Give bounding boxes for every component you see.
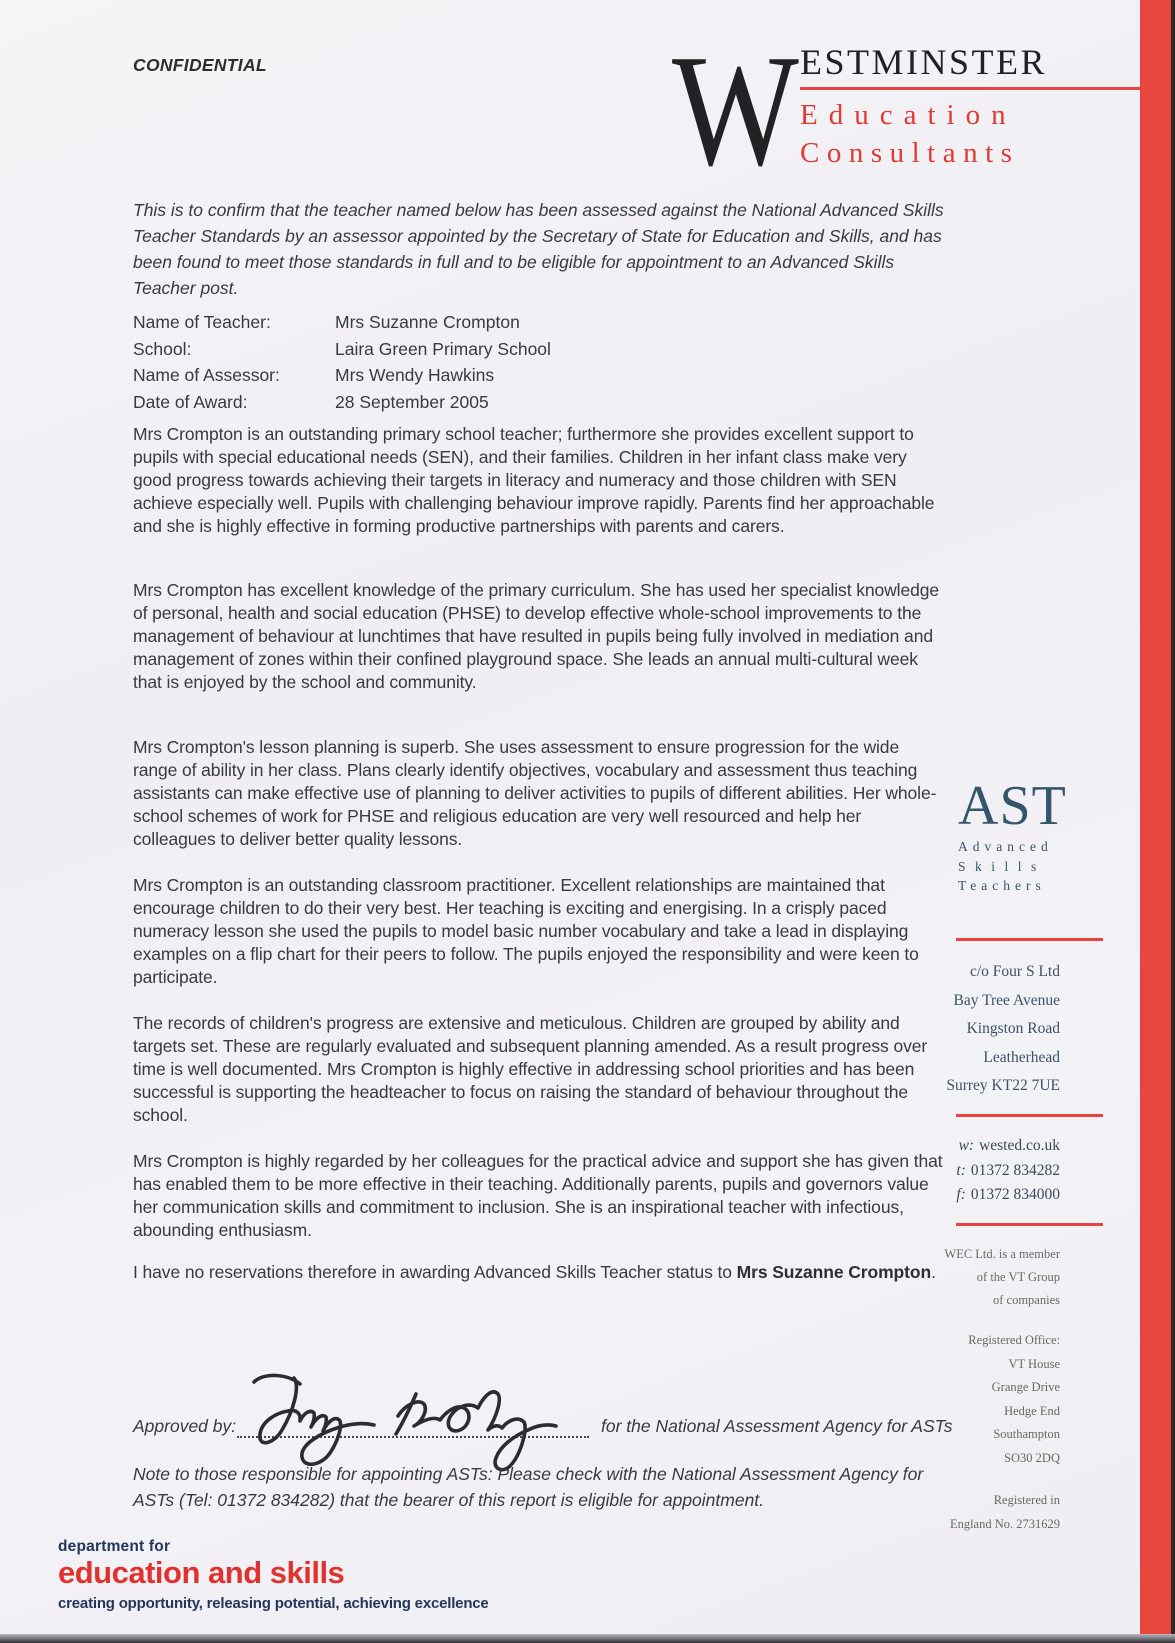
body-paragraph-1: Mrs Crompton is an outstanding primary school teacher; furthermore she provides excellent support to pupils with special educational needs (SEN), and their families. Children in her infant class make very good progress towards achieving their targets in literacy and numeracy and those children with SEN achieve especially well. Pupils with challenging behaviour improve rapidly. Parents find her approachable and she is highly effective in forming productive partnerships with parents and carers. bbox=[133, 424, 935, 536]
page-edge-bottom bbox=[0, 1634, 1175, 1643]
body-paragraph-5: The records of children's progress are extensive and meticulous. Children are grouped by ability and targets set. These are regularly evaluated and subsequent planning amended. As a result progress over time is well documented. Mrs Crompton is highly effective in addressing school priorities and has been successful is supporting the headteacher to focus on raising the standard of behaviour throughout the school. bbox=[133, 1013, 928, 1125]
ast-acronym-text: AST bbox=[958, 775, 1067, 837]
detail-value: Laira Green Primary School bbox=[335, 338, 551, 359]
westminster-logo bbox=[800, 44, 1142, 170]
page-edge-right bbox=[1171, 0, 1175, 1643]
membership-note bbox=[920, 1243, 1060, 1312]
detail-label: Date of Award: bbox=[133, 391, 248, 412]
closing-paragraph bbox=[133, 1261, 948, 1284]
logo-divider-rule bbox=[800, 87, 1142, 90]
ast-word-skills: Skills bbox=[958, 858, 1046, 874]
contact-value: 01372 834000 bbox=[970, 1186, 1060, 1203]
registered-in-line: England No. 2731629 bbox=[949, 1516, 1060, 1531]
ast-word-teachers: Teachers bbox=[958, 878, 1046, 893]
contact-value: wested.co.uk bbox=[979, 1137, 1060, 1154]
sidebar-address bbox=[920, 958, 1060, 1101]
membership-line: of companies bbox=[993, 1293, 1060, 1307]
ast-word-advanced: Advanced bbox=[958, 839, 1053, 854]
closing-prefix: I have no reservations therefore in awarding Advanced Skills Teacher status to bbox=[133, 1262, 737, 1282]
detail-row bbox=[133, 309, 948, 336]
contact-row-web bbox=[920, 1134, 1060, 1159]
signature-for-text: for the National Assessment Agency for ASTs bbox=[601, 1416, 953, 1436]
dfes-tagline: creating opportunity, releasing potential, achieving excellence bbox=[58, 1595, 489, 1612]
westminster-name-text: ESTMINSTER bbox=[800, 42, 1048, 82]
registered-office bbox=[920, 1329, 1060, 1470]
logo-consultants-text: Consultants bbox=[800, 136, 1020, 169]
detail-label: Name of Teacher: bbox=[133, 312, 271, 332]
registered-office-line: Hedge End bbox=[1004, 1403, 1060, 1418]
body-paragraph-6: Mrs Crompton is highly regarded by her colleagues for the practical advice and support she has given that has enabled them to be more effective in their teaching. Additionally parents, pupils and governors value her communication skills and commitment to inclusion. She is an inspirational teacher with infectious, abounding enthusiasm. bbox=[133, 1151, 943, 1240]
membership-line: of the VT Group bbox=[976, 1270, 1060, 1284]
detail-label: School: bbox=[133, 338, 192, 359]
detail-value: Mrs Suzanne Crompton bbox=[335, 312, 520, 332]
detail-row bbox=[133, 336, 948, 363]
body-paragraph-2: Mrs Crompton has excellent knowledge of the primary curriculum. She has used her specialist knowledge of personal, health and social education (PHSE) to develop effective whole-school improvements to the management of behaviour at lunchtimes that have resulted in pupils being fully involved in mediation and management of zones within their confined playground space. She leads an annual multi-cultural week that is enjoyed by the school and community. bbox=[133, 580, 939, 692]
westminster-w-initial: W bbox=[672, 21, 799, 199]
address-line: Surrey KT22 7UE bbox=[946, 1077, 1060, 1094]
dfes-name: education and skills bbox=[58, 1555, 345, 1590]
registered-office-line: VT House bbox=[1008, 1356, 1060, 1371]
body-paragraph-4: Mrs Crompton is an outstanding classroom practitioner. Excellent relationships are maintained that encourage children to do their very best. Her teaching is exciting and energising. In a crisply paced numeracy lesson she used the pupils to model basic number vocabulary and take a lead in displaying examples on a flip chart for their peers to follow. The pupils enjoyed the responsibility and were keen to participate. bbox=[133, 875, 919, 987]
detail-row bbox=[133, 362, 948, 389]
dfes-logo bbox=[58, 1538, 489, 1612]
registered-office-line: SO30 2DQ bbox=[1004, 1450, 1060, 1465]
dfes-dept-line: department for bbox=[58, 1538, 171, 1555]
contact-row-tel bbox=[920, 1159, 1060, 1184]
sidebar-contact bbox=[920, 1134, 1060, 1208]
contact-label: w: bbox=[958, 1137, 975, 1154]
sidebar-rule bbox=[956, 1223, 1103, 1226]
contact-value: 01372 834282 bbox=[970, 1161, 1060, 1179]
address-line: Leatherhead bbox=[983, 1048, 1060, 1066]
closing-suffix: . bbox=[931, 1262, 936, 1282]
detail-label: Name of Assessor: bbox=[133, 365, 280, 385]
registered-office-line: Registered Office: bbox=[968, 1333, 1060, 1347]
detail-row bbox=[133, 389, 948, 416]
body-paragraph-3: Mrs Crompton's lesson planning is superb. She uses assessment to ensure progression for the wide range of ability in her class. Plans clearly identify objectives, vocabulary and assessment thus teaching assistants can make effective use of planning to deliver activities to pupils of different abilities. Her whole-school schemes of work for PHSE and religious education are very well resourced and help her colleagues to deliver better quality lessons. bbox=[133, 737, 937, 849]
intro-paragraph: This is to confirm that the teacher named below has been assessed against the National Advanced Skills Teacher Standards by an assessor appointed by the Secretary of State for Education and Skills, and has been found to meet those standards in full and to be eligible for appointment to an Advanced Skills Teacher post. bbox=[133, 200, 944, 298]
signature-scribble bbox=[238, 1368, 604, 1476]
red-stripe bbox=[1140, 0, 1171, 1634]
detail-value: 28 September 2005 bbox=[335, 391, 489, 412]
logo-education-text: Education bbox=[800, 99, 1017, 131]
approved-by-label: Approved by: bbox=[133, 1416, 237, 1436]
address-line: Bay Tree Avenue bbox=[953, 991, 1060, 1009]
registered-in bbox=[920, 1489, 1060, 1536]
note-paragraph: Note to those responsible for appointing ASTs: Please check with the National Assessment Agency for ASTs (Tel: 01372 834282) that the bearer of this report is eligible for appointment. bbox=[133, 1464, 924, 1510]
detail-value: Mrs Wendy Hawkins bbox=[335, 365, 495, 385]
sidebar-rule bbox=[956, 1114, 1103, 1117]
details-block bbox=[133, 309, 948, 415]
closing-teacher-name: Mrs Suzanne Crompton bbox=[736, 1262, 932, 1282]
contact-row-fax bbox=[920, 1183, 1060, 1208]
membership-line: WEC Ltd. is a member bbox=[944, 1247, 1060, 1261]
address-line: c/o Four S Ltd bbox=[970, 963, 1060, 980]
ast-logo bbox=[958, 775, 1067, 893]
contact-label: f: bbox=[956, 1186, 966, 1203]
registered-office-line: Grange Drive bbox=[991, 1380, 1060, 1394]
sidebar-rule bbox=[956, 938, 1103, 941]
registered-office-line: Southampton bbox=[993, 1427, 1060, 1441]
contact-label: t: bbox=[956, 1161, 966, 1179]
registered-in-line: Registered in bbox=[993, 1493, 1060, 1507]
address-line: Kingston Road bbox=[966, 1020, 1060, 1037]
confidential-label: CONFIDENTIAL bbox=[133, 55, 267, 75]
